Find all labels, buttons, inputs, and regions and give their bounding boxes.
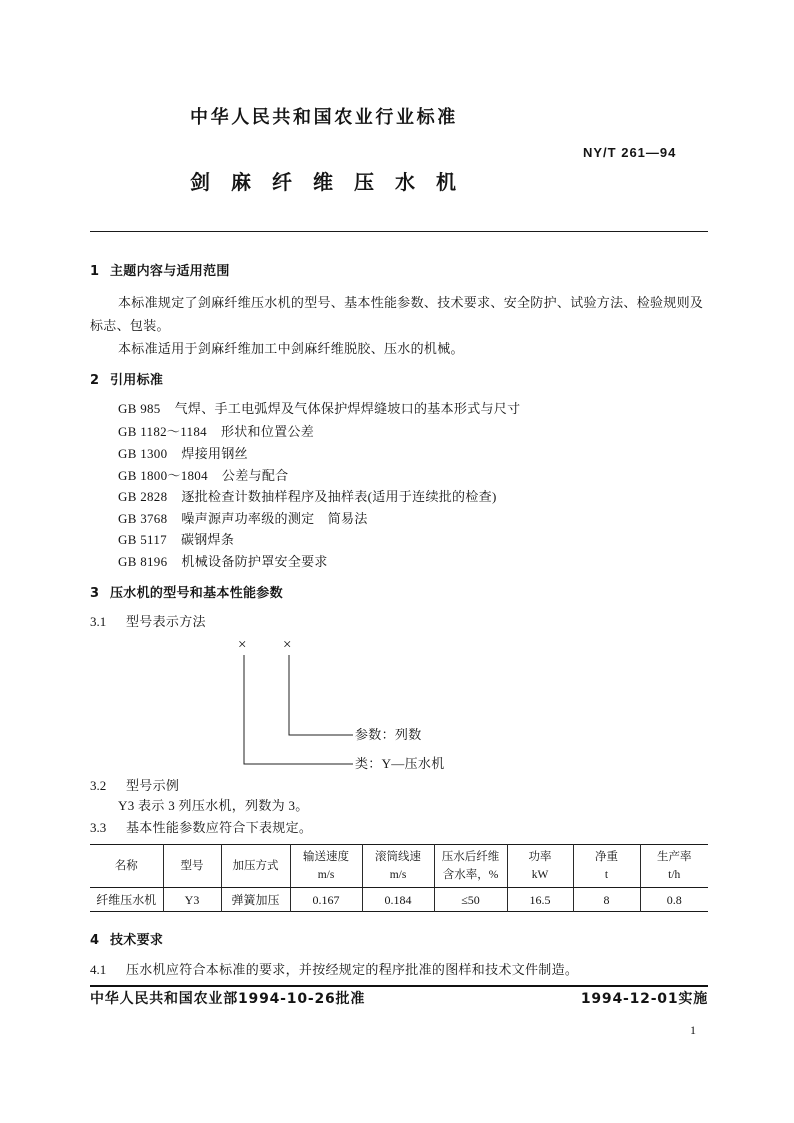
subsection-3-3-text: 基本性能参数应符合下表规定。: [126, 820, 313, 835]
reference-code: GB 2828: [118, 489, 168, 504]
reference-title: 碳钢焊条: [180, 532, 235, 547]
reference-code: GB 1300: [118, 446, 168, 461]
diagram-line-class: [244, 655, 353, 764]
model-placeholder-mark-1: ×: [238, 637, 247, 653]
reference-title: 气焊、手工电弧焊及气体保护焊焊缝坡口的基本形式与尺寸: [174, 401, 521, 416]
reference-title: 机械设备防护罩安全要求: [181, 554, 328, 569]
col-header-label: 功率: [528, 851, 552, 863]
reference-title: 逐批检查计数抽样程序及抽样表(适用于连续批的检查): [181, 489, 497, 504]
col-header-label: 型号: [180, 860, 204, 872]
subsection-4-1-number: 4.1: [90, 962, 107, 977]
table-cell: 0.8: [640, 888, 708, 912]
page-number: 1: [690, 1023, 696, 1037]
reference-code: GB 3768: [118, 511, 168, 526]
col-header-label: 加压方式: [232, 860, 279, 872]
col-header-name: [90, 845, 163, 888]
diagram-label-class: 类：Y—压水机: [355, 756, 445, 771]
reference-item: [118, 489, 497, 505]
col-header-power: [507, 845, 573, 888]
reference-item: [118, 532, 234, 548]
section-2-heading: 引用标准: [110, 373, 164, 388]
document-title: 剑麻纤维压水机: [190, 170, 477, 194]
section-1-paragraph-1-line-2: 标志、包装。: [90, 318, 170, 333]
model-example-text: Y3 表示 3 列压水机，列数为 3。: [118, 798, 309, 813]
col-header-label: 生产率: [657, 851, 692, 863]
col-header-unit: m/s: [389, 869, 407, 881]
section-4-number: 4: [90, 933, 100, 948]
diagram-line-params: [289, 655, 353, 735]
subsection-3-3-number: 3.3: [90, 820, 107, 835]
col-header-feed-speed: [290, 845, 362, 888]
reference-title: 噪声源声功率级的测定 简易法: [181, 511, 368, 526]
col-header-label: 名称: [114, 860, 138, 872]
diagram-leader-lines: [230, 630, 360, 775]
subsection-3-1-number: 3.1: [90, 614, 107, 629]
col-header-moisture-content: [434, 845, 507, 888]
col-header-unit: m/s: [317, 869, 335, 881]
reference-title: 公差与配合: [221, 468, 289, 483]
section-4-heading: 技术要求: [110, 933, 164, 948]
col-header-roller-speed: [362, 845, 434, 888]
footer-divider: [90, 985, 708, 987]
approval-line: 中华人民共和国农业部1994-10-26批准: [90, 991, 366, 1007]
diagram-label-params: 参数：列数: [355, 727, 422, 742]
col-header-label: 净重: [595, 851, 618, 863]
subsection-3-2-number: 3.2: [90, 778, 107, 793]
col-header-unit: 含水率，%: [442, 869, 499, 881]
reference-code: GB 5117: [118, 532, 167, 547]
subsection-3-2-heading: 型号示例: [126, 778, 180, 793]
col-header-net-weight: [573, 845, 640, 888]
col-header-unit: t: [604, 869, 609, 881]
reference-title: 形状和位置公差: [220, 424, 315, 439]
table-cell: 弹簧加压: [221, 888, 290, 912]
table-cell: 16.5: [507, 888, 573, 912]
col-header-pressing-method: [221, 845, 290, 888]
section-1-number: 1: [90, 264, 100, 279]
table-cell: Y3: [163, 888, 221, 912]
standard-category-title: 中华人民共和国农业行业标准: [190, 107, 458, 128]
performance-parameter-table: [90, 844, 708, 912]
reference-item: [118, 424, 314, 440]
reference-code: GB 985: [118, 401, 161, 416]
table-row: [90, 888, 708, 912]
reference-code: GB 1800～1804: [118, 468, 208, 483]
reference-title: 焊接用钢丝: [181, 446, 248, 461]
col-header-label: 滚筒线速: [375, 851, 421, 863]
col-header-productivity: [640, 845, 708, 888]
section-1-paragraph-2: 本标准适用于剑麻纤维加工中剑麻纤维脱胶、压水的机械。: [118, 341, 464, 356]
col-header-unit: kW: [531, 869, 549, 881]
col-header-unit: t/h: [668, 869, 681, 881]
table-cell: 8: [573, 888, 640, 912]
header-divider: [90, 231, 708, 232]
col-header-label: 压水后纤维: [441, 851, 500, 863]
reference-item: [118, 468, 288, 484]
table-cell: 纤维压水机: [96, 892, 157, 907]
table-header-row: [90, 845, 708, 888]
section-3-heading: 压水机的型号和基本性能参数: [110, 586, 283, 601]
section-1-paragraph-1-line-1: 本标准规定了剑麻纤维压水机的型号、基本性能参数、技术要求、安全防护、试验方法、检验规则及: [118, 295, 704, 310]
table-cell: 0.167: [290, 888, 362, 912]
reference-item: [118, 511, 368, 527]
section-3-number: 3: [90, 586, 100, 601]
reference-item: [118, 446, 248, 462]
reference-code: GB 8196: [118, 554, 168, 569]
section-2-number: 2: [90, 373, 100, 388]
col-header-model: [163, 845, 221, 888]
effective-date-line: 1994-12-01实施: [580, 991, 708, 1007]
subsection-3-1-heading: 型号表示方法: [126, 614, 206, 629]
document-number: NY/T 261—94: [583, 145, 677, 160]
reference-code: GB 1182～1184: [118, 424, 207, 439]
reference-item: [118, 401, 520, 417]
reference-item: [118, 554, 328, 570]
table-cell: ≤50: [434, 888, 507, 912]
model-placeholder-mark-2: ×: [283, 637, 292, 653]
subsection-4-1-text: 压水机应符合本标准的要求，并按经规定的程序批准的图样和技术文件制造。: [126, 962, 579, 977]
section-1-heading: 主题内容与适用范围: [110, 264, 230, 279]
table-cell: 0.184: [362, 888, 434, 912]
col-header-label: 输送速度: [303, 851, 349, 863]
